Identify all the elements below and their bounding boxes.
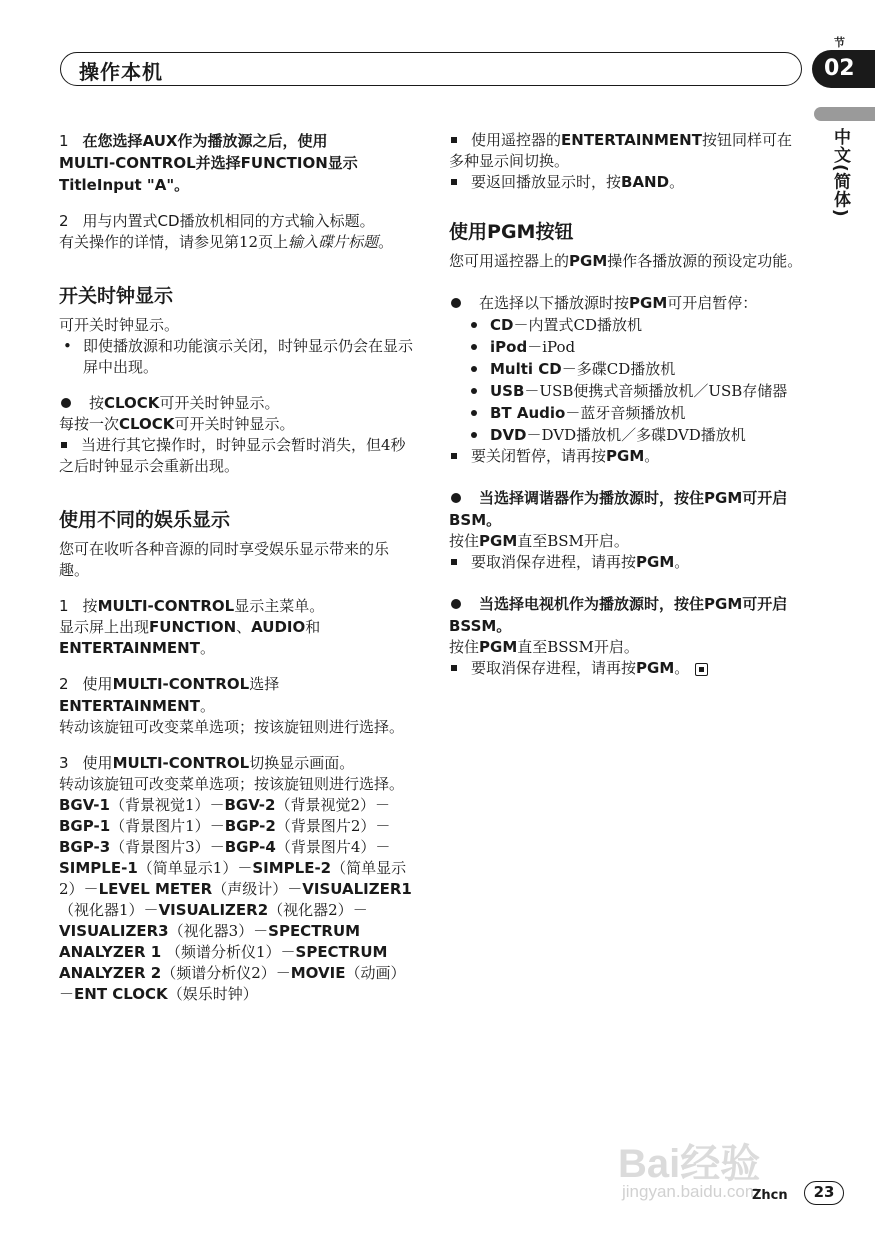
display-mode-desc: （动画） — [345, 964, 406, 982]
mode-separator: － — [209, 817, 225, 835]
entertainment-intro: 您可在收听各种音源的同时享受娱乐显示带来的乐趣。 — [59, 540, 390, 579]
ent-step-1-body: 显示屏上出现FUNCTION、AUDIO和 ENTERTAINMENT。 — [59, 618, 321, 657]
pgm-source-item — [449, 424, 805, 446]
bullet-dot-icon — [471, 388, 477, 394]
footer-language-code: Zhcn — [752, 1188, 788, 1203]
language-label: 中文(简体) — [830, 128, 850, 218]
bullet-dot-icon — [451, 493, 461, 503]
pgm-source-name: Multi CD — [490, 360, 562, 378]
display-mode-name: BGP-1 — [59, 817, 111, 835]
mode-separator: － — [253, 922, 269, 940]
pgm-source-item — [449, 380, 805, 402]
pgm-tv-instruction: 当选择电视机作为播放源时，按住PGM可开启BSSM。 — [449, 595, 788, 635]
mode-separator: － — [374, 796, 390, 814]
note-square-icon — [451, 179, 457, 185]
bullet-dot-icon — [471, 322, 477, 328]
note-square-icon — [451, 665, 457, 671]
pgm-source-item — [449, 402, 805, 424]
display-mode-desc: （视化器2） — [268, 901, 353, 919]
pgm-pause-instruction: 在选择以下播放源时按PGM可开启暂停： — [449, 292, 805, 314]
watermark-logo-text: Bai经验 — [618, 1142, 761, 1186]
pgm-source-item — [449, 314, 805, 336]
display-mode-desc: （背景图片1） — [110, 817, 210, 835]
pgm-heading: 使用PGM按钮 — [449, 221, 574, 243]
bullet-dot-icon — [471, 410, 477, 416]
clock-note: 当进行其它操作时，时钟显示会暂时消失，但4秒之后时钟显示会重新出现。 — [59, 436, 406, 475]
note-square-icon — [451, 453, 457, 459]
mode-separator: － — [237, 859, 253, 877]
display-mode-desc: （简单显示2） — [59, 859, 407, 898]
note-square-icon — [451, 137, 457, 143]
pgm-source-name: iPod — [490, 338, 528, 356]
clock-each-press: 每按一次CLOCK可开关时钟显示。 — [59, 415, 295, 433]
display-mode-desc: （娱乐时钟） — [167, 985, 258, 1003]
pgm-tuner-body: 按住PGM直至BSM开启。 — [449, 532, 629, 550]
display-mode-name: BGV-1 — [59, 796, 110, 814]
display-mode-desc: （背景视觉1） — [109, 796, 210, 814]
display-mode-name: BGP-2 — [224, 817, 276, 835]
display-mode-name: BGV-2 — [224, 796, 276, 814]
remote-note: 使用遥控器的ENTERTAINMENT按钮同样可在多种显示间切换。 — [449, 131, 792, 170]
entertainment-heading: 使用不同的娱乐显示 — [59, 509, 231, 531]
display-mode-name: SIMPLE-1 — [59, 859, 138, 877]
bullet-dot-icon — [451, 599, 461, 609]
pgm-source-name: CD — [490, 316, 514, 334]
bullet-dot-icon — [471, 432, 477, 438]
pgm-source-name: BT Audio — [490, 404, 566, 422]
ent-step-3-body: 转动该旋钮可改变菜单选项；按该旋钮则进行选择。 — [59, 775, 405, 793]
pgm-source-item — [449, 336, 805, 358]
mode-separator: － — [287, 880, 303, 898]
pgm-source-desc: －多碟CD播放机 — [561, 360, 676, 378]
display-mode-name: VISUALIZER2 — [158, 901, 269, 919]
left-column — [59, 130, 414, 1005]
display-mode-name: VISUALIZER1 — [302, 880, 412, 898]
mode-separator: － — [83, 880, 99, 898]
display-mode-desc: （视化器3） — [168, 922, 254, 940]
ent-step-1: 1 按MULTI-CONTROL显示主菜单。 — [59, 597, 325, 615]
mode-separator: － — [143, 901, 159, 919]
display-modes-list — [59, 795, 414, 1005]
display-mode-desc: （频谱分析仪1） — [161, 943, 281, 961]
mode-separator: － — [59, 985, 75, 1003]
display-mode-name: SIMPLE-2 — [252, 859, 332, 877]
page-number: 23 — [804, 1181, 844, 1205]
pgm-source-desc: －USB便携式音频播放机／USB存储器 — [524, 382, 788, 400]
bullet-dot-icon — [471, 344, 477, 350]
mode-separator: － — [275, 964, 291, 982]
mode-separator: － — [352, 901, 368, 919]
pgm-source-desc: －蓝牙音频播放机 — [565, 404, 686, 422]
pgm-source-desc: －内置式CD播放机 — [513, 316, 642, 334]
pgm-tv-body: 按住PGM直至BSSM开启。 — [449, 638, 639, 656]
display-mode-name: LEVEL METER — [98, 880, 213, 898]
clock-bullet: • 即使播放源和功能演示关闭，时钟显示仍会在显示屏中出现。 — [63, 337, 414, 376]
mode-separator: － — [375, 817, 391, 835]
display-mode-name: BGP-3 — [59, 838, 111, 856]
section-number-badge: 02 — [812, 50, 875, 88]
section-end-icon — [695, 663, 708, 676]
mode-separator: － — [209, 796, 225, 814]
pgm-source-desc: －DVD播放机／多碟DVD播放机 — [526, 426, 746, 444]
section-label: 节 — [834, 36, 845, 49]
band-note: 要返回播放显示时，按BAND。 — [449, 172, 805, 193]
display-mode-desc: （背景图片2） — [275, 817, 376, 835]
pgm-source-item — [449, 358, 805, 380]
mode-separator: － — [375, 838, 391, 856]
display-mode-desc: （背景视觉2） — [275, 796, 375, 814]
language-tab-bar — [814, 107, 875, 121]
ent-step-2-body: 转动该旋钮可改变菜单选项；按该旋钮则进行选择。 — [59, 718, 405, 736]
display-mode-desc: （频谱分析仪2） — [161, 964, 276, 982]
mode-separator: － — [280, 943, 296, 961]
display-mode-name: VISUALIZER3 — [59, 922, 169, 940]
display-mode-name: MOVIE — [290, 964, 346, 982]
display-mode-desc: （声级计） — [212, 880, 288, 898]
note-square-icon — [61, 442, 67, 448]
display-mode-desc: （简单显示1） — [137, 859, 238, 877]
pgm-sources-list — [449, 314, 805, 446]
display-mode-name: BGP-4 — [224, 838, 276, 856]
watermark-url: jingyan.baidu.com — [622, 1182, 760, 1201]
step-1-aux: 1 在您选择AUX作为播放源之后，使用 MULTI-CONTROL并选择FUNCTION显示 TitleInput "A"。 — [59, 132, 358, 194]
pgm-tv-note: 要取消保存进程，请再按PGM。 — [449, 658, 805, 679]
display-mode-desc: （背景图片3） — [110, 838, 210, 856]
step-2-body: 有关操作的详情，请参见第12页上输入碟片标题。 — [59, 233, 394, 251]
pgm-tuner-note: 要取消保存进程，请再按PGM。 — [449, 552, 805, 573]
note-square-icon — [451, 559, 457, 565]
bullet-dot-icon — [471, 366, 477, 372]
pgm-intro: 您可用遥控器上的PGM操作各播放源的预设定功能。 — [449, 252, 803, 270]
pgm-source-name: USB — [490, 382, 525, 400]
ent-step-2: 2 使用MULTI-CONTROL选择 ENTERTAINMENT。 — [59, 675, 280, 715]
bullet-dot-icon — [451, 298, 461, 308]
display-mode-name: SPECTRUM ANALYZER 2 — [59, 943, 388, 982]
display-mode-desc: （背景图片4） — [275, 838, 376, 856]
pgm-tuner-instruction: 当选择调谐器作为播放源时，按住PGM可开启BSM。 — [449, 489, 788, 529]
mode-separator: － — [209, 838, 225, 856]
display-mode-name: ENT CLOCK — [74, 985, 168, 1003]
bullet-dot-icon — [61, 398, 71, 408]
pgm-source-name: DVD — [490, 426, 527, 444]
pgm-stop-note: 要关闭暂停，请再按PGM。 — [449, 446, 805, 467]
clock-heading: 开关时钟显示 — [59, 285, 174, 307]
step-2-input-title: 2 用与内置式CD播放机相同的方式输入标题。 — [59, 212, 375, 230]
right-column — [449, 130, 805, 679]
clock-press-instruction: 按CLOCK可开关时钟显示。 — [59, 392, 414, 414]
display-mode-desc: （视化器1） — [59, 901, 144, 919]
pgm-source-desc: －iPod — [527, 338, 576, 356]
ent-step-3: 3 使用MULTI-CONTROL切换显示画面。 — [59, 754, 355, 772]
page-title: 操作本机 — [79, 60, 163, 84]
header-bar — [60, 52, 802, 86]
display-mode-name: SPECTRUM ANALYZER 1 — [59, 922, 361, 961]
clock-intro: 可开关时钟显示。 — [59, 316, 180, 334]
